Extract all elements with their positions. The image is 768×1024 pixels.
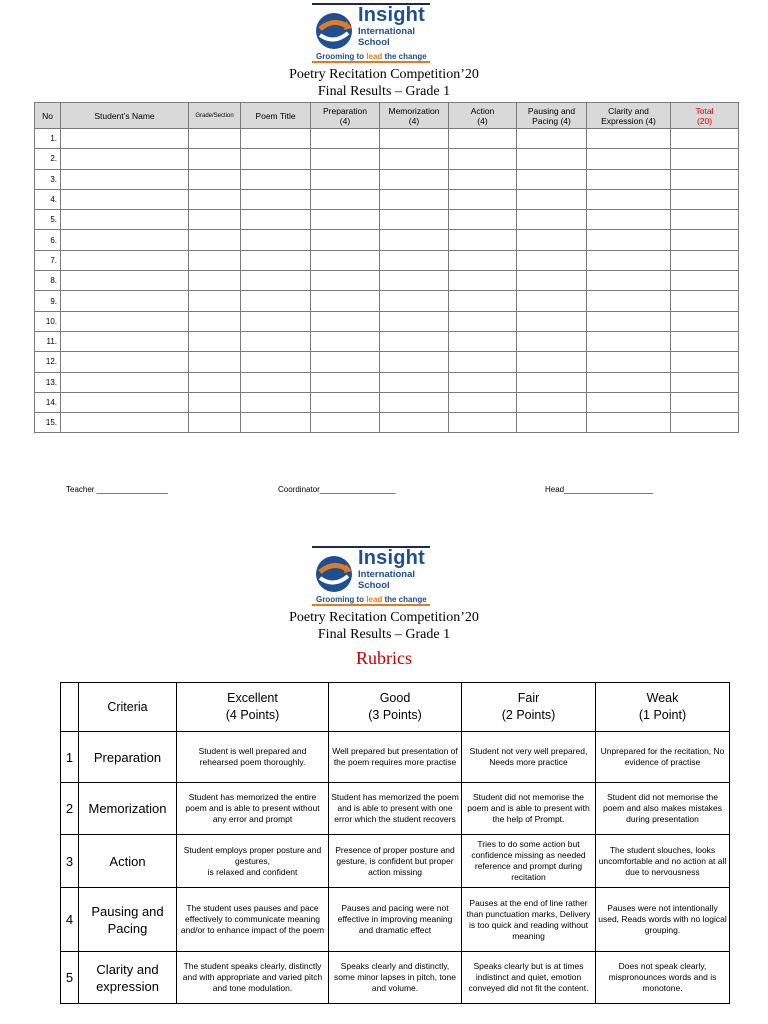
rubric-criteria-cell: Preparation	[79, 732, 177, 783]
entry-cell[interactable]	[449, 352, 517, 372]
rubric-col-header: Good (3 Points)	[329, 683, 462, 732]
entry-cell[interactable]	[517, 291, 587, 311]
entry-cell[interactable]	[189, 210, 241, 230]
entry-cell[interactable]	[189, 392, 241, 412]
table-row	[35, 129, 739, 149]
entry-cell[interactable]	[449, 129, 517, 149]
entry-cell[interactable]	[189, 230, 241, 250]
logo-tagline: Grooming to lead the change	[316, 52, 427, 61]
entry-cell[interactable]	[517, 392, 587, 412]
entry-cell[interactable]	[61, 372, 189, 392]
entry-cell[interactable]	[517, 129, 587, 149]
entry-cell[interactable]	[241, 311, 311, 331]
entry-cell[interactable]	[449, 230, 517, 250]
row-number: 15.	[35, 413, 61, 433]
entry-cell[interactable]	[671, 352, 739, 372]
entry-cell[interactable]	[587, 230, 671, 250]
entry-cell[interactable]	[380, 149, 449, 169]
entry-cell[interactable]	[241, 413, 311, 433]
entry-cell[interactable]	[671, 129, 739, 149]
entry-cell[interactable]	[241, 169, 311, 189]
row-number: 5.	[35, 210, 61, 230]
logo-emblem-icon	[314, 9, 354, 53]
entry-cell[interactable]	[380, 129, 449, 149]
entry-cell[interactable]	[380, 230, 449, 250]
entry-cell[interactable]	[380, 331, 449, 351]
rubric-good-cell: Speaks clearly and distinctly, some minor lapses in pitch, tone and volume.	[329, 952, 462, 1004]
rubric-weak-cell: Does not speak clearly, mispronounces words and is monotone.	[596, 952, 730, 1004]
entry-cell[interactable]	[517, 230, 587, 250]
rubric-col-header: Criteria	[79, 683, 177, 732]
row-number: 3.	[35, 169, 61, 189]
entry-cell[interactable]	[189, 291, 241, 311]
results-table	[34, 102, 739, 433]
entry-cell[interactable]	[189, 250, 241, 270]
entry-cell[interactable]	[189, 372, 241, 392]
rubric-excellent-cell: The student uses pauses and pace effectively to communicate meaning and/or to enhance impact of the poem	[177, 888, 329, 952]
entry-cell[interactable]	[671, 149, 739, 169]
school-logo-2	[312, 546, 430, 606]
entry-cell[interactable]	[189, 311, 241, 331]
entry-cell[interactable]	[61, 210, 189, 230]
rubric-fair-cell: Student did not memorise the poem and is able to present with the help of Prompt.	[462, 783, 596, 835]
entry-cell[interactable]	[380, 413, 449, 433]
table-row	[35, 169, 739, 189]
rubric-col-header: Fair (2 Points)	[462, 683, 596, 732]
row-number: 2.	[35, 149, 61, 169]
entry-cell[interactable]	[380, 311, 449, 331]
row-number: 8.	[35, 271, 61, 291]
entry-cell[interactable]	[380, 189, 449, 209]
entry-cell[interactable]	[587, 169, 671, 189]
table-row	[35, 392, 739, 412]
entry-cell[interactable]	[61, 129, 189, 149]
entry-cell[interactable]	[61, 189, 189, 209]
entry-cell[interactable]	[311, 413, 380, 433]
school-logo	[312, 3, 430, 63]
entry-cell[interactable]	[587, 331, 671, 351]
table-row	[35, 413, 739, 433]
entry-cell[interactable]	[671, 291, 739, 311]
entry-cell[interactable]	[517, 372, 587, 392]
row-number: 6.	[35, 230, 61, 250]
rubric-criteria-cell: Memorization	[79, 783, 177, 835]
results-col-header: Student’s Name	[61, 103, 189, 129]
row-number: 12.	[35, 352, 61, 372]
entry-cell[interactable]	[189, 331, 241, 351]
entry-cell[interactable]	[241, 250, 311, 270]
row-number: 9.	[35, 291, 61, 311]
logo-tagline: Grooming to lead the change	[316, 595, 427, 604]
entry-cell[interactable]	[241, 210, 311, 230]
entry-cell[interactable]	[449, 210, 517, 230]
rubric-header-row	[61, 683, 730, 732]
entry-cell[interactable]	[61, 413, 189, 433]
rubric-num-cell: 1	[61, 732, 79, 783]
entry-cell[interactable]	[587, 250, 671, 270]
entry-cell[interactable]	[311, 331, 380, 351]
entry-cell[interactable]	[671, 210, 739, 230]
entry-cell[interactable]	[449, 291, 517, 311]
table-row	[35, 149, 739, 169]
table-row	[35, 250, 739, 270]
entry-cell[interactable]	[517, 149, 587, 169]
rubric-table	[60, 682, 730, 1004]
entry-cell[interactable]	[517, 413, 587, 433]
table-row	[35, 372, 739, 392]
logo-name: Insight	[358, 4, 425, 26]
logo-bottom-bar	[312, 61, 430, 63]
rubric-col-header: Weak (1 Point)	[596, 683, 730, 732]
page-subtitle-2: Final Results – Grade 1	[317, 627, 451, 642]
entry-cell[interactable]	[380, 210, 449, 230]
row-number: 10.	[35, 311, 61, 331]
rubric-num-cell: 3	[61, 835, 79, 888]
rubric-good-cell: Well prepared but presentation of the poem requires more practise	[329, 732, 462, 783]
logo-line-1: International	[358, 569, 416, 580]
rubric-weak-cell: Unprepared for the recitation, No evidence of practise	[596, 732, 730, 783]
entry-cell[interactable]	[61, 250, 189, 270]
entry-cell[interactable]	[189, 271, 241, 291]
table-row	[35, 352, 739, 372]
entry-cell[interactable]	[311, 352, 380, 372]
entry-cell[interactable]	[61, 230, 189, 250]
entry-cell[interactable]	[449, 271, 517, 291]
table-row	[35, 291, 739, 311]
row-number: 4.	[35, 189, 61, 209]
page-title: Poetry Recitation Competition’20	[289, 67, 479, 82]
entry-cell[interactable]	[671, 169, 739, 189]
page-title-2: Poetry Recitation Competition’20	[289, 610, 479, 625]
row-number: 13.	[35, 372, 61, 392]
entry-cell[interactable]	[449, 250, 517, 270]
rubric-row	[61, 952, 730, 1004]
entry-cell[interactable]	[587, 392, 671, 412]
results-col-header: Poem Title	[241, 103, 311, 129]
entry-cell[interactable]	[587, 210, 671, 230]
entry-cell[interactable]	[241, 392, 311, 412]
table-row	[35, 331, 739, 351]
rubric-excellent-cell: Student employs proper posture and gestures, is relaxed and confident	[177, 835, 329, 888]
results-col-header: Clarity and Expression (4)	[587, 103, 671, 129]
entry-cell[interactable]	[311, 250, 380, 270]
rubric-good-cell: Pauses and pacing were not effective in improving meaning and dramatic effect	[329, 888, 462, 952]
entry-cell[interactable]	[61, 149, 189, 169]
table-row	[35, 230, 739, 250]
entry-cell[interactable]	[449, 189, 517, 209]
rubric-fair-cell: Tries to do some action but confidence missing as needed reference and prompt during recitation	[462, 835, 596, 888]
row-number: 14.	[35, 392, 61, 412]
entry-cell[interactable]	[189, 129, 241, 149]
entry-cell[interactable]	[587, 291, 671, 311]
table-row	[35, 210, 739, 230]
results-col-header: Total (20)	[671, 103, 739, 129]
results-col-header: Pausing and Pacing (4)	[517, 103, 587, 129]
entry-cell[interactable]	[311, 392, 380, 412]
table-row	[35, 271, 739, 291]
entry-cell[interactable]	[587, 129, 671, 149]
entry-cell[interactable]	[380, 291, 449, 311]
entry-cell[interactable]	[517, 271, 587, 291]
entry-cell[interactable]	[671, 271, 739, 291]
entry-cell[interactable]	[189, 169, 241, 189]
rubric-excellent-cell: Student has memorized the entire poem and is able to present without any error and prompt	[177, 783, 329, 835]
logo-line-2: School	[358, 580, 390, 591]
rubric-fair-cell: Pauses at the end of line rather than punctuation marks, Delivery is too quick and reading without meaning	[462, 888, 596, 952]
entry-cell[interactable]	[61, 331, 189, 351]
rubric-num-cell: 4	[61, 888, 79, 952]
entry-cell[interactable]	[241, 189, 311, 209]
entry-cell[interactable]	[587, 149, 671, 169]
table-row	[35, 189, 739, 209]
entry-cell[interactable]	[241, 291, 311, 311]
entry-cell[interactable]	[671, 189, 739, 209]
entry-cell[interactable]	[449, 392, 517, 412]
entry-cell[interactable]	[311, 372, 380, 392]
entry-cell[interactable]	[241, 372, 311, 392]
rubric-num-cell: 5	[61, 952, 79, 1004]
rubrics-title: Rubrics	[356, 648, 412, 668]
entry-cell[interactable]	[61, 311, 189, 331]
table-row	[35, 311, 739, 331]
rubric-excellent-cell: The student speaks clearly, distinctly and with appropriate and varied pitch and tone modulation.	[177, 952, 329, 1004]
entry-cell[interactable]	[671, 230, 739, 250]
page-subtitle: Final Results – Grade 1	[317, 84, 451, 99]
rubric-row	[61, 783, 730, 835]
teacher-signature: Teacher ________________	[66, 485, 168, 494]
entry-cell[interactable]	[311, 291, 380, 311]
rubric-good-cell: Student has memorized the poem and is able to present with one error which the student recovers	[329, 783, 462, 835]
entry-cell[interactable]	[241, 149, 311, 169]
entry-cell[interactable]	[189, 149, 241, 169]
entry-cell[interactable]	[671, 250, 739, 270]
entry-cell[interactable]	[311, 311, 380, 331]
head-signature: Head____________________	[545, 485, 654, 494]
entry-cell[interactable]	[311, 210, 380, 230]
row-number: 11.	[35, 331, 61, 351]
rubric-fair-cell: Student not very well prepared, Needs more practice	[462, 732, 596, 783]
entry-cell[interactable]	[587, 189, 671, 209]
entry-cell[interactable]	[517, 169, 587, 189]
entry-cell[interactable]	[671, 392, 739, 412]
rubric-good-cell: Presence of proper posture and gesture, is confident but proper action missing	[329, 835, 462, 888]
logo-emblem-icon	[314, 552, 354, 596]
entry-cell[interactable]	[311, 129, 380, 149]
entry-cell[interactable]	[671, 372, 739, 392]
entry-cell[interactable]	[517, 331, 587, 351]
entry-cell[interactable]	[311, 169, 380, 189]
entry-cell[interactable]	[671, 311, 739, 331]
entry-cell[interactable]	[311, 189, 380, 209]
logo-line-1: International	[358, 26, 416, 37]
entry-cell[interactable]	[61, 392, 189, 412]
rubric-num-cell: 2	[61, 783, 79, 835]
entry-cell[interactable]	[380, 271, 449, 291]
rubric-criteria-cell: Pausing and Pacing	[79, 888, 177, 952]
entry-cell[interactable]	[61, 352, 189, 372]
entry-cell[interactable]	[587, 413, 671, 433]
entry-cell[interactable]	[241, 230, 311, 250]
entry-cell[interactable]	[311, 149, 380, 169]
rubric-col-header	[61, 683, 79, 732]
row-number: 1.	[35, 129, 61, 149]
entry-cell[interactable]	[380, 372, 449, 392]
entry-cell[interactable]	[189, 413, 241, 433]
entry-cell[interactable]	[671, 331, 739, 351]
entry-cell[interactable]	[61, 271, 189, 291]
entry-cell[interactable]	[449, 149, 517, 169]
entry-cell[interactable]	[241, 352, 311, 372]
entry-cell[interactable]	[311, 230, 380, 250]
rubric-criteria-cell: Clarity and expression	[79, 952, 177, 1004]
entry-cell[interactable]	[671, 413, 739, 433]
entry-cell[interactable]	[449, 169, 517, 189]
entry-cell[interactable]	[61, 291, 189, 311]
results-header-row	[35, 103, 739, 129]
entry-cell[interactable]	[189, 189, 241, 209]
logo-line-2: School	[358, 37, 390, 48]
entry-cell[interactable]	[587, 271, 671, 291]
results-col-header: No	[35, 103, 61, 129]
entry-cell[interactable]	[380, 169, 449, 189]
entry-cell[interactable]	[517, 189, 587, 209]
rubric-criteria-cell: Action	[79, 835, 177, 888]
entry-cell[interactable]	[517, 250, 587, 270]
rubric-weak-cell: Student did not memorise the poem and also makes mistakes during presentation	[596, 783, 730, 835]
results-col-header: Action (4)	[449, 103, 517, 129]
rubric-weak-cell: The student slouches, looks uncomfortable and no action at all due to nervousness	[596, 835, 730, 888]
row-number: 7.	[35, 250, 61, 270]
entry-cell[interactable]	[241, 331, 311, 351]
entry-cell[interactable]	[587, 372, 671, 392]
rubric-row	[61, 888, 730, 952]
rubric-excellent-cell: Student is well prepared and rehearsed poem thoroughly.	[177, 732, 329, 783]
rubric-row	[61, 732, 730, 783]
rubric-weak-cell: Pauses were not intentionally used, Reads words with no logical grouping.	[596, 888, 730, 952]
entry-cell[interactable]	[587, 311, 671, 331]
entry-cell[interactable]	[587, 352, 671, 372]
rubric-fair-cell: Speaks clearly but is at times indistinct and quiet, emotion conveyed did not fit the content.	[462, 952, 596, 1004]
entry-cell[interactable]	[380, 352, 449, 372]
entry-cell[interactable]	[449, 311, 517, 331]
entry-cell[interactable]	[517, 210, 587, 230]
entry-cell[interactable]	[517, 311, 587, 331]
coordinator-signature: Coordinator_________________	[278, 485, 396, 494]
entry-cell[interactable]	[449, 413, 517, 433]
entry-cell[interactable]	[380, 250, 449, 270]
entry-cell[interactable]	[61, 169, 189, 189]
entry-cell[interactable]	[189, 352, 241, 372]
entry-cell[interactable]	[241, 271, 311, 291]
entry-cell[interactable]	[449, 372, 517, 392]
entry-cell[interactable]	[517, 352, 587, 372]
entry-cell[interactable]	[380, 392, 449, 412]
logo-name: Insight	[358, 547, 425, 569]
entry-cell[interactable]	[241, 129, 311, 149]
rubric-row	[61, 835, 730, 888]
rubric-col-header: Excellent (4 Points)	[177, 683, 329, 732]
entry-cell[interactable]	[449, 331, 517, 351]
logo-bottom-bar	[312, 604, 430, 606]
results-col-header: Memorization (4)	[380, 103, 449, 129]
results-col-header: Preparation (4)	[311, 103, 380, 129]
entry-cell[interactable]	[311, 271, 380, 291]
results-col-header: Grade/Section	[189, 103, 241, 129]
